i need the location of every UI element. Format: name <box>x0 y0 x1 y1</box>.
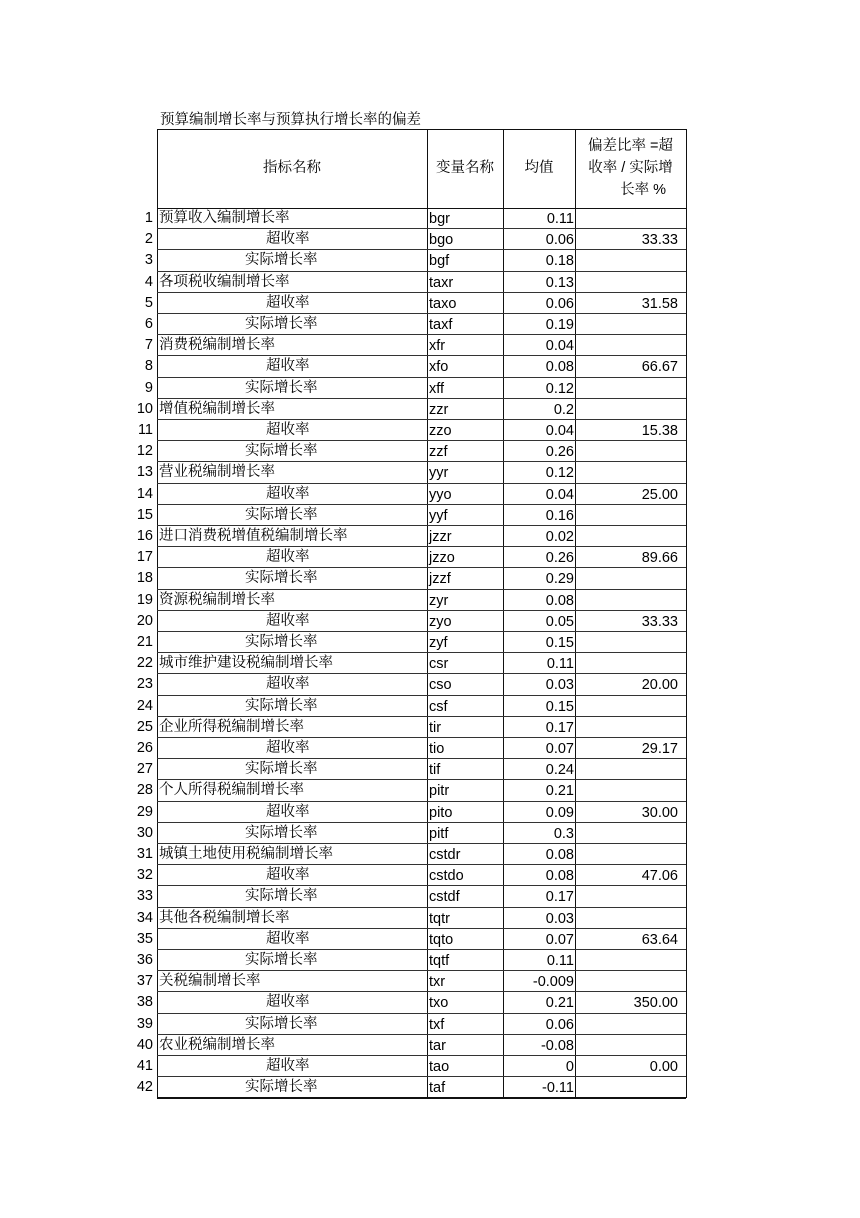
mean-value: 0.2 <box>553 401 574 418</box>
mean-value: -0.11 <box>542 1080 574 1097</box>
mean-value: 0.17 <box>545 719 574 736</box>
row-number: 14 <box>136 485 153 502</box>
variable-name: zzr <box>429 401 449 418</box>
mean-value: 0.12 <box>545 465 574 482</box>
variable-name: tqtf <box>429 953 450 969</box>
mean-value: 0.21 <box>545 995 574 1012</box>
variable-name: taf <box>429 1080 446 1097</box>
variable-name: pito <box>429 804 453 821</box>
indicator-name: 超收率 <box>266 422 310 438</box>
indicator-name: 营业税编制增长率 <box>159 464 275 481</box>
row-number: 2 <box>144 231 153 248</box>
indicator-name: 超收率 <box>266 676 310 693</box>
row-number: 24 <box>136 697 153 714</box>
row-divider <box>157 695 686 696</box>
variable-name: yyf <box>429 507 448 524</box>
row-number: 8 <box>144 358 153 375</box>
row-number: 22 <box>136 655 153 672</box>
mean-value: 0.16 <box>545 507 574 524</box>
row-number: 26 <box>136 740 153 756</box>
variable-name: csf <box>429 698 448 715</box>
variable-name: zyr <box>429 592 449 609</box>
row-divider <box>157 1055 686 1056</box>
row-number: 7 <box>144 337 153 354</box>
row-divider <box>157 313 686 314</box>
row-divider <box>157 779 686 780</box>
row-divider <box>157 1013 686 1014</box>
indicator-name: 超收率 <box>266 549 310 566</box>
variable-name: cstdo <box>429 868 464 885</box>
row-divider <box>157 885 686 886</box>
row-number: 38 <box>136 994 153 1011</box>
row-divider <box>157 228 686 229</box>
row-number: 34 <box>136 909 153 926</box>
variable-name: xff <box>429 380 445 397</box>
row-number: 29 <box>136 803 153 820</box>
row-divider <box>157 440 686 441</box>
row-divider <box>157 504 686 505</box>
row-number: 3 <box>144 252 153 269</box>
mean-value: 0.12 <box>545 380 574 397</box>
row-divider <box>157 355 686 356</box>
indicator-name: 实际增长率 <box>245 1015 318 1032</box>
variable-name: yyr <box>429 465 449 482</box>
row-divider <box>157 928 686 929</box>
row-divider <box>157 419 686 420</box>
row-divider <box>157 271 686 272</box>
variable-name: bgf <box>429 253 450 270</box>
row-divider <box>157 567 686 568</box>
row-number: 11 <box>137 422 153 438</box>
mean-value: 0.11 <box>546 656 574 673</box>
row-number: 27 <box>136 761 153 778</box>
mean-value: 0.08 <box>545 359 574 376</box>
variable-name: taxo <box>429 295 457 312</box>
row-number: 28 <box>136 782 153 799</box>
row-number: 15 <box>136 506 153 523</box>
mean-value: 0.03 <box>545 677 574 694</box>
mean-value: 0.3 <box>553 825 574 842</box>
indicator-name: 超收率 <box>266 803 310 820</box>
row-divider <box>157 1034 686 1035</box>
row-number: 23 <box>136 676 153 693</box>
row-number: 19 <box>136 591 153 608</box>
variable-name: tio <box>429 741 445 757</box>
indicator-name: 实际增长率 <box>245 1079 318 1096</box>
indicator-name: 超收率 <box>266 1058 310 1074</box>
mean-value: 0.08 <box>545 847 574 863</box>
indicator-name: 进口消费税增值税编制增长率 <box>159 528 348 544</box>
mean-value: 0.24 <box>545 762 574 779</box>
deviation-ratio: 0.00 <box>649 1059 678 1075</box>
deviation-ratio: 30.00 <box>641 804 678 821</box>
deviation-ratio: 63.64 <box>641 931 678 948</box>
indicator-name: 农业税编制增长率 <box>159 1036 275 1053</box>
header-deviation-ratio: 偏差比率 =超 <box>588 138 673 154</box>
indicator-name: 超收率 <box>266 294 310 311</box>
deviation-ratio: 66.67 <box>641 359 678 376</box>
indicator-name: 实际增长率 <box>245 824 318 841</box>
mean-value: 0 <box>565 1059 574 1075</box>
row-divider <box>157 249 686 250</box>
indicator-name: 实际增长率 <box>245 697 318 714</box>
row-number: 32 <box>136 867 153 884</box>
variable-name: zzo <box>429 423 452 439</box>
mean-value: -0.08 <box>540 1037 574 1054</box>
deviation-ratio: 20.00 <box>641 677 678 694</box>
row-divider <box>157 461 686 462</box>
row-number: 25 <box>136 718 153 735</box>
row-number: 40 <box>136 1036 153 1053</box>
indicator-name: 实际增长率 <box>245 316 318 332</box>
variable-name: zzf <box>429 444 448 461</box>
variable-name: xfo <box>429 359 449 376</box>
row-divider <box>157 907 686 908</box>
mean-value: 0.08 <box>545 592 574 609</box>
row-number: 35 <box>136 930 153 947</box>
variable-name: txo <box>429 995 449 1012</box>
row-divider <box>157 334 686 335</box>
indicator-name: 超收率 <box>266 867 310 884</box>
mean-value: 0.06 <box>545 1016 574 1033</box>
mean-value: 0.05 <box>545 613 574 630</box>
row-number: 30 <box>136 824 153 841</box>
header-indicator-name: 指标名称 <box>263 159 321 176</box>
row-divider <box>157 801 686 802</box>
variable-name: pitf <box>429 825 449 842</box>
deviation-ratio: 350.00 <box>633 995 678 1012</box>
mean-value: 0.04 <box>545 338 574 355</box>
header-top-border <box>157 129 686 130</box>
deviation-ratio: 33.33 <box>641 232 678 249</box>
variable-name: bgr <box>429 211 450 227</box>
mean-value: 0.06 <box>545 232 574 249</box>
row-divider <box>157 292 686 293</box>
row-divider <box>157 673 686 674</box>
row-number: 16 <box>136 528 153 544</box>
indicator-name: 各项税收编制增长率 <box>159 273 290 290</box>
row-number: 37 <box>136 973 153 990</box>
variable-name: jzzr <box>429 529 452 545</box>
indicator-name: 实际增长率 <box>245 252 318 269</box>
mean-value: 0.11 <box>546 953 574 969</box>
row-divider <box>157 991 686 992</box>
row-divider <box>157 716 686 717</box>
mean-value: 0.13 <box>545 274 574 291</box>
variable-name: zyo <box>429 613 452 630</box>
row-divider <box>157 631 686 632</box>
row-number: 6 <box>144 316 153 332</box>
row-number: 41 <box>136 1058 153 1074</box>
indicator-name: 资源税编制增长率 <box>159 591 275 608</box>
variable-name: tao <box>429 1059 450 1075</box>
indicator-name: 实际增长率 <box>245 506 318 523</box>
row-divider <box>157 1076 686 1077</box>
variable-name: bgo <box>429 232 454 249</box>
indicator-name: 关税编制增长率 <box>159 973 261 990</box>
header-deviation-ratio: 长率 % <box>620 182 666 198</box>
mean-value: 0.03 <box>545 910 574 927</box>
mean-value: 0.04 <box>545 486 574 503</box>
indicator-name: 超收率 <box>266 231 310 248</box>
deviation-ratio: 47.06 <box>641 868 678 885</box>
variable-name: taxr <box>429 274 454 291</box>
mean-value: 0.19 <box>545 317 574 333</box>
indicator-name: 超收率 <box>266 930 310 947</box>
indicator-name: 超收率 <box>266 612 310 629</box>
indicator-name: 城镇土地使用税编制增长率 <box>159 846 333 862</box>
mean-value: 0.04 <box>545 423 574 439</box>
variable-name: pitr <box>429 783 450 800</box>
border-right <box>686 129 687 1098</box>
indicator-name: 实际增长率 <box>245 761 318 778</box>
mean-value: 0.15 <box>545 698 574 715</box>
row-number: 1 <box>144 210 153 226</box>
indicator-name: 实际增长率 <box>245 634 318 650</box>
variable-name: tqtr <box>429 910 450 927</box>
variable-name: zyf <box>429 635 448 651</box>
row-divider <box>157 546 686 547</box>
border-var-mean <box>503 129 504 1098</box>
mean-value: 0.02 <box>545 529 574 545</box>
header-mean: 均值 <box>524 159 554 176</box>
row-number: 33 <box>136 888 153 905</box>
row-number: 39 <box>136 1015 153 1032</box>
row-number: 12 <box>136 443 153 460</box>
row-number: 9 <box>144 379 153 396</box>
mean-value: 0.08 <box>545 868 574 885</box>
indicator-name: 消费税编制增长率 <box>159 337 275 354</box>
row-divider <box>157 822 686 823</box>
row-number: 21 <box>136 634 153 650</box>
row-number: 31 <box>136 846 153 862</box>
mean-value: 0.07 <box>545 931 574 948</box>
mean-value: 0.15 <box>545 635 574 651</box>
indicator-name: 超收率 <box>266 740 310 756</box>
variable-name: txf <box>429 1016 445 1033</box>
row-number: 36 <box>136 952 153 968</box>
indicator-name: 城市维护建设税编制增长率 <box>159 655 333 672</box>
deviation-ratio: 25.00 <box>641 486 678 503</box>
deviation-ratio: 31.58 <box>641 295 678 312</box>
row-divider <box>157 610 686 611</box>
indicator-name: 超收率 <box>266 358 310 375</box>
indicator-name: 实际增长率 <box>245 952 318 968</box>
variable-name: tar <box>429 1037 446 1054</box>
indicator-name: 实际增长率 <box>245 443 318 460</box>
indicator-name: 预算收入编制增长率 <box>159 210 290 226</box>
mean-value: 0.11 <box>546 211 574 227</box>
row-divider <box>157 758 686 759</box>
indicator-name: 增值税编制增长率 <box>159 400 275 417</box>
variable-name: jzzo <box>429 550 455 567</box>
header-deviation-ratio: 收率 / 实际增 <box>588 160 673 176</box>
row-number: 5 <box>144 294 153 311</box>
border-mean-ratio <box>575 129 576 1098</box>
indicator-name: 实际增长率 <box>245 888 318 905</box>
mean-value: 0.09 <box>545 804 574 821</box>
mean-value: 0.21 <box>545 783 574 800</box>
indicator-name: 企业所得税编制增长率 <box>159 718 304 735</box>
variable-name: yyo <box>429 486 452 503</box>
row-number: 42 <box>136 1079 153 1096</box>
deviation-ratio: 33.33 <box>641 613 678 630</box>
row-number: 13 <box>136 464 153 481</box>
row-divider <box>157 1097 686 1098</box>
row-divider <box>157 970 686 971</box>
variable-name: xfr <box>429 338 446 355</box>
row-divider <box>157 589 686 590</box>
row-divider <box>157 843 686 844</box>
row-number: 10 <box>136 400 153 417</box>
indicator-name: 超收率 <box>266 485 310 502</box>
mean-value: 0.06 <box>545 295 574 312</box>
variable-name: cstdf <box>429 889 460 906</box>
table-title: 预算编制增长率与预算执行增长率的偏差 <box>160 112 421 128</box>
indicator-name: 其他各税编制增长率 <box>159 909 290 926</box>
variable-name: txr <box>429 974 446 991</box>
row-number: 20 <box>136 612 153 629</box>
row-divider <box>157 737 686 738</box>
mean-value: 0.26 <box>545 550 574 567</box>
header-variable-name: 变量名称 <box>436 159 494 176</box>
row-number: 4 <box>144 273 153 290</box>
indicator-name: 实际增长率 <box>245 379 318 396</box>
mean-value: -0.009 <box>532 974 574 991</box>
row-divider <box>157 377 686 378</box>
variable-name: tir <box>429 719 442 736</box>
row-number: 18 <box>136 570 153 587</box>
variable-name: cstdr <box>429 847 461 863</box>
indicator-name: 实际增长率 <box>245 570 318 587</box>
mean-value: 0.18 <box>545 253 574 270</box>
mean-value: 0.29 <box>545 571 574 588</box>
deviation-ratio: 89.66 <box>641 550 678 567</box>
row-divider <box>157 525 686 526</box>
deviation-ratio: 29.17 <box>641 741 678 757</box>
mean-value: 0.07 <box>545 741 574 757</box>
row-divider <box>157 652 686 653</box>
row-number: 17 <box>136 549 153 566</box>
indicator-name: 超收率 <box>266 994 310 1011</box>
variable-name: taxf <box>429 317 453 333</box>
variable-name: csr <box>429 656 449 673</box>
row-divider <box>157 483 686 484</box>
mean-value: 0.26 <box>545 444 574 461</box>
deviation-ratio: 15.38 <box>641 423 678 439</box>
variable-name: tqto <box>429 931 454 948</box>
row-divider <box>157 949 686 950</box>
variable-name: tif <box>429 762 441 779</box>
variable-name: cso <box>429 677 452 694</box>
variable-name: jzzf <box>429 571 451 588</box>
row-divider <box>157 398 686 399</box>
row-divider <box>157 864 686 865</box>
indicator-name: 个人所得税编制增长率 <box>159 782 304 799</box>
mean-value: 0.17 <box>545 889 574 906</box>
